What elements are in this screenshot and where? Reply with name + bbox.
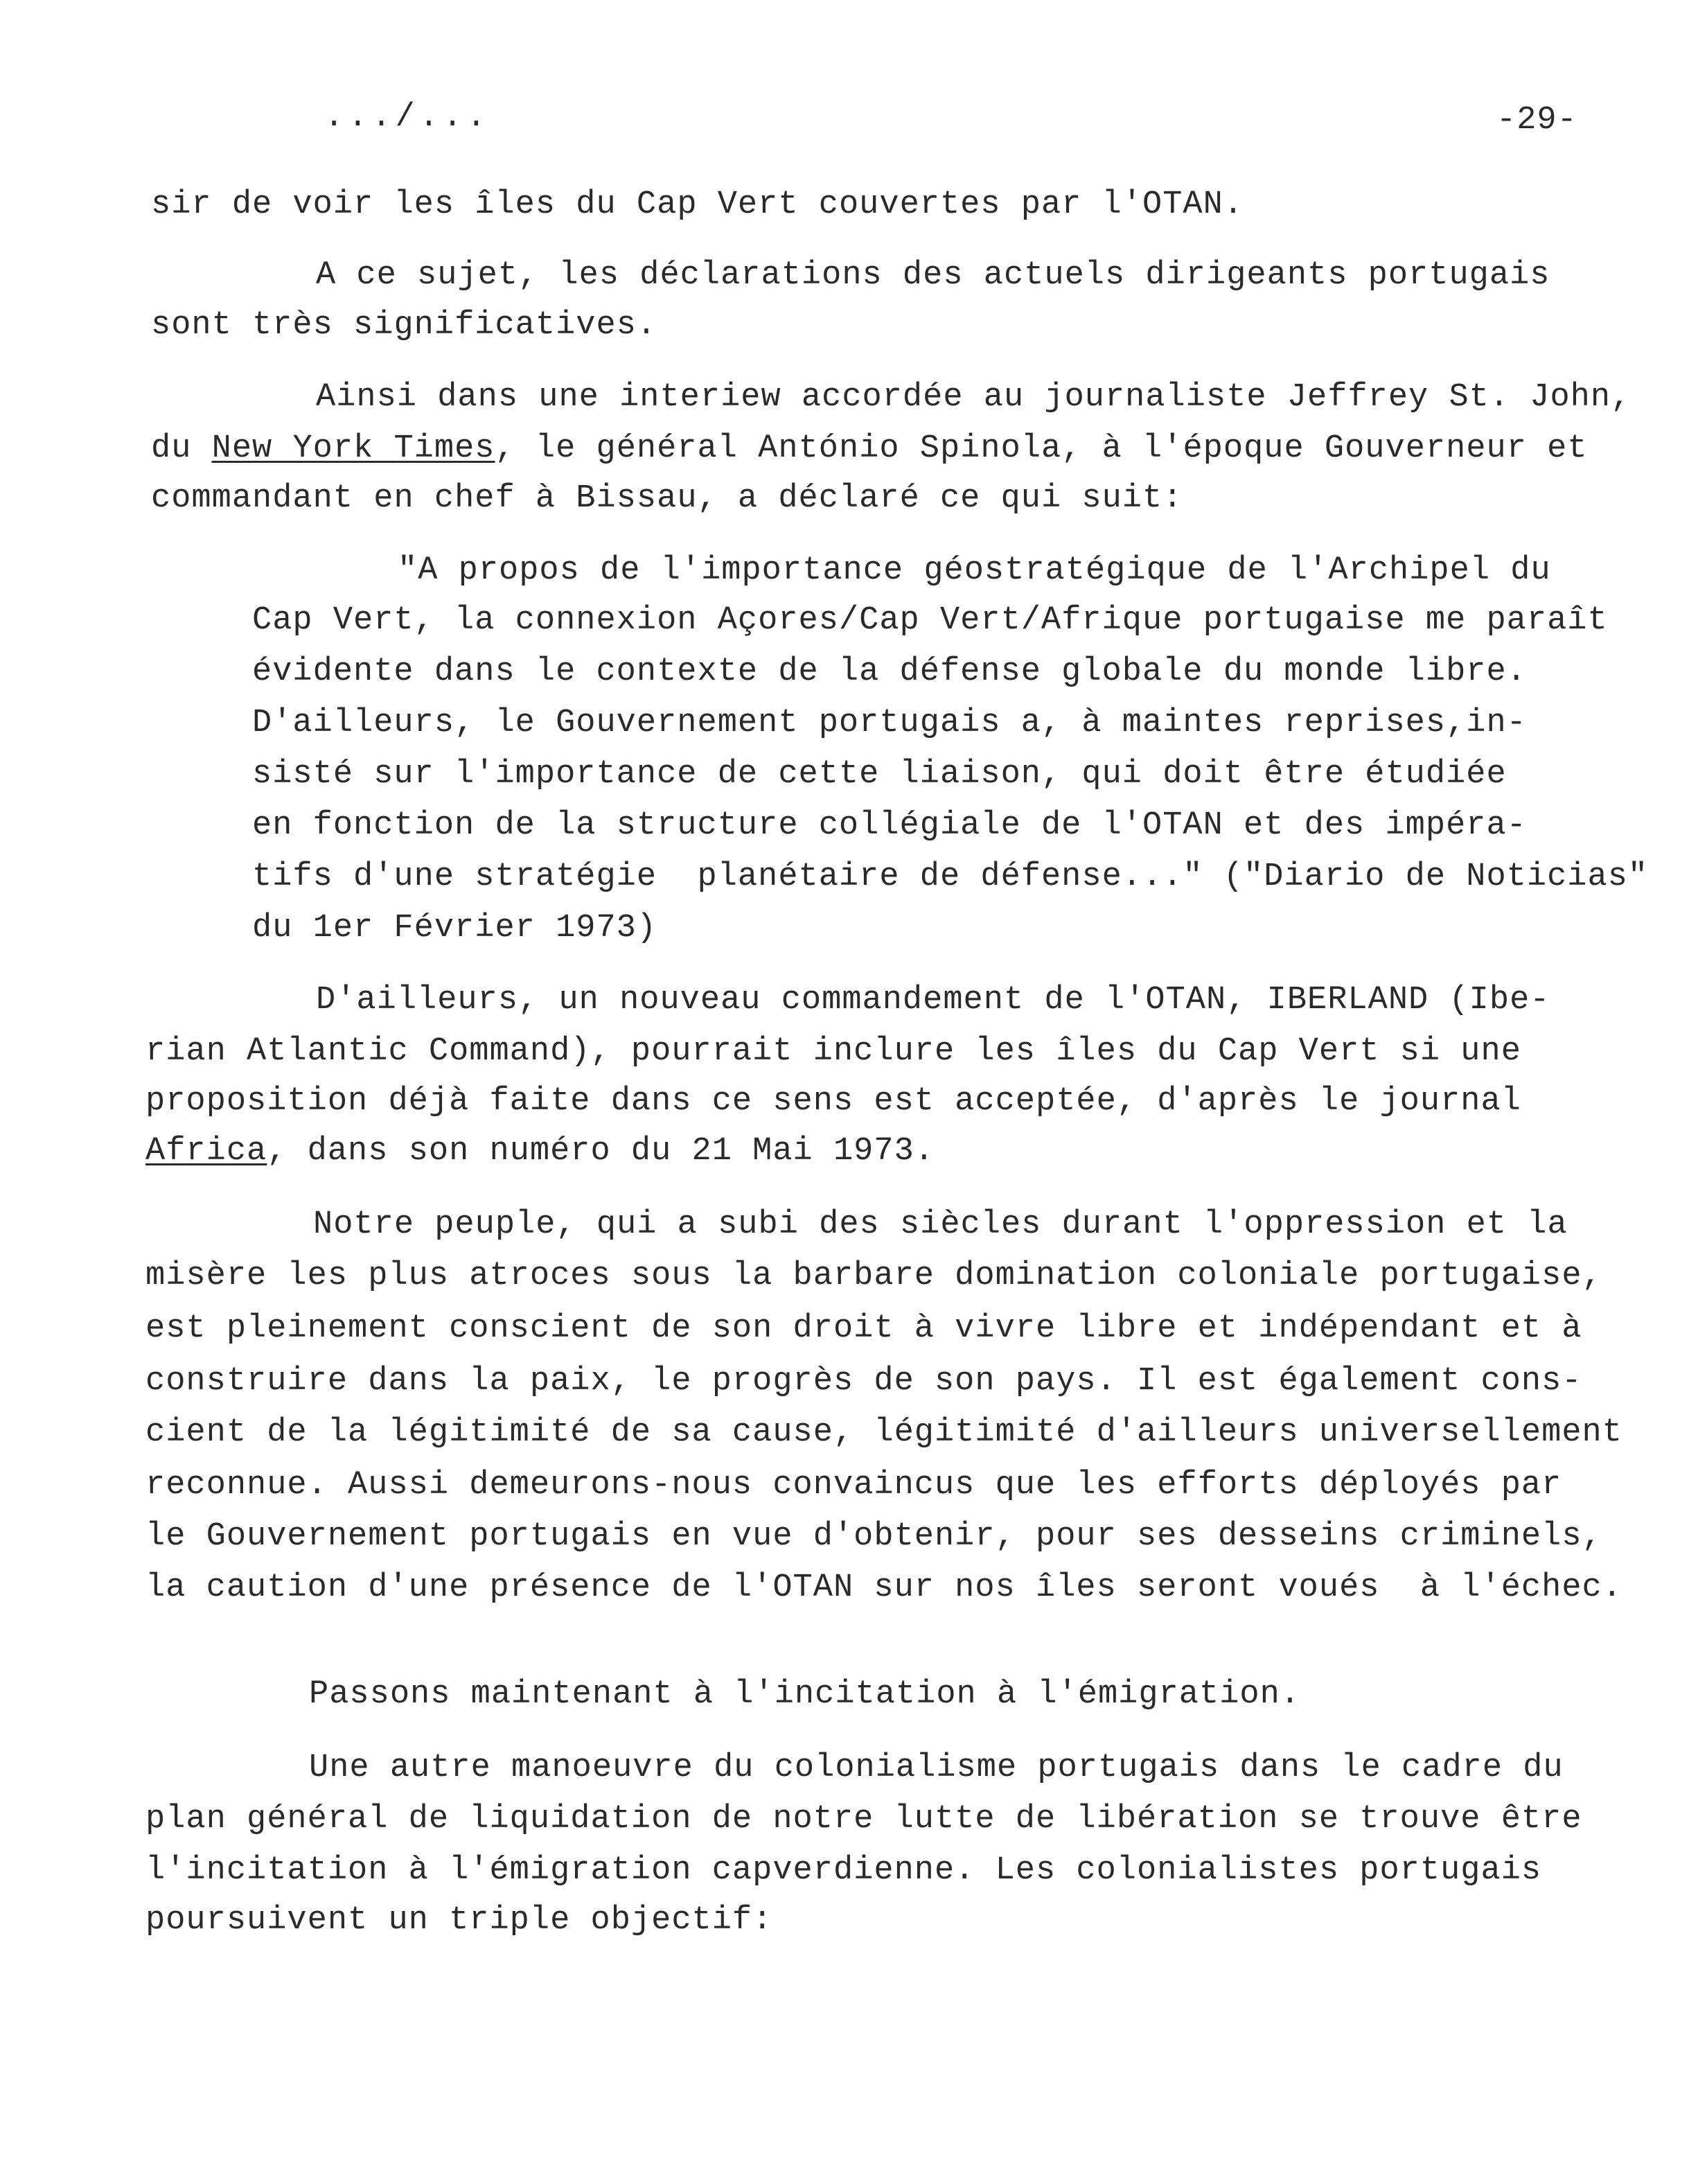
text-line: Une autre manoeuvre du colonialisme portugais dans le cadre du — [309, 1750, 1564, 1786]
text-line: sont très significatives. — [151, 307, 657, 344]
text-line: sir de voir les îles du Cap Vert couvertes par l'OTAN. — [151, 186, 1244, 223]
text-line: commandant en chef à Bissau, a déclaré ce qui suit: — [151, 480, 1183, 517]
page-number: -29- — [1496, 102, 1577, 139]
text-line: proposition déjà faite dans ce sens est acceptée, d'après le journal — [145, 1083, 1521, 1120]
text-line: D'ailleurs, un nouveau commandement de l'OTAN, IBERLAND (Ibe- — [316, 982, 1550, 1019]
text-line: reconnue. Aussi demeurons-nous convaincus que les efforts déployés par — [145, 1467, 1562, 1504]
text-line: poursuivent un triple objectif: — [145, 1902, 773, 1939]
text-line: rian Atlantic Command), pourrait inclure les îles du Cap Vert si une — [145, 1033, 1521, 1070]
text-line: A ce sujet, les déclarations des actuels dirigeants portugais — [316, 257, 1550, 294]
continuation-mark: .../... — [324, 99, 490, 136]
text-fragment: , dans son numéro du 21 Mai 1973. — [267, 1133, 935, 1170]
quote-line: en fonction de la structure collégiale de l'OTAN et des impéra- — [252, 807, 1527, 844]
quote-line: D'ailleurs, le Gouvernement portugais a, à maintes reprises,in- — [252, 705, 1527, 741]
text-line: la caution d'une présence de l'OTAN sur nos îles seront voués à l'échec. — [145, 1569, 1622, 1606]
quote-line: évidente dans le contexte de la défense globale du monde libre. — [252, 653, 1527, 690]
text-line — [145, 1132, 935, 1171]
text-line: le Gouvernement portugais en vue d'obtenir, pour ses desseins criminels, — [145, 1518, 1602, 1555]
newspaper-title: Africa — [145, 1133, 267, 1170]
text-line: Ainsi dans une interiew accordée au journaliste Jeffrey St. John, — [316, 379, 1631, 416]
text-fragment: du — [151, 430, 212, 467]
text-line: Passons maintenant à l'incitation à l'émigration. — [309, 1676, 1301, 1713]
quote-line: sisté sur l'importance de cette liaison, qui doit être étudiée — [252, 756, 1507, 793]
text-line: cient de la légitimité de sa cause, légitimité d'ailleurs universellement — [145, 1414, 1622, 1451]
text-line: Notre peuple, qui a subi des siècles durant l'oppression et la — [313, 1206, 1568, 1243]
quote-line: Cap Vert, la connexion Açores/Cap Vert/Afrique portugaise me paraît — [252, 602, 1608, 639]
text-line: misère les plus atroces sous la barbare domination coloniale portugaise, — [145, 1258, 1602, 1294]
quote-line: du 1er Février 1973) — [252, 910, 657, 946]
text-line: plan général de liquidation de notre lutte de libération se trouve être — [145, 1801, 1582, 1838]
text-line: construire dans la paix, le progrès de son pays. Il est également cons- — [145, 1363, 1582, 1400]
text-line — [151, 430, 1588, 468]
quote-line: tifs d'une stratégie planétaire de défense..." ("Diario de Noticias" — [252, 858, 1649, 895]
text-line: l'incitation à l'émigration capverdienne. Les colonialistes portugais — [145, 1852, 1542, 1889]
quote-line: "A propos de l'importance géostratégique de l'Archipel du — [398, 552, 1551, 589]
text-fragment: , le général António Spinola, à l'époque Gouverneur et — [495, 430, 1588, 467]
newspaper-title: New York Times — [211, 430, 495, 467]
text-line: est pleinement conscient de son droit à vivre libre et indépendant et à — [145, 1310, 1582, 1347]
